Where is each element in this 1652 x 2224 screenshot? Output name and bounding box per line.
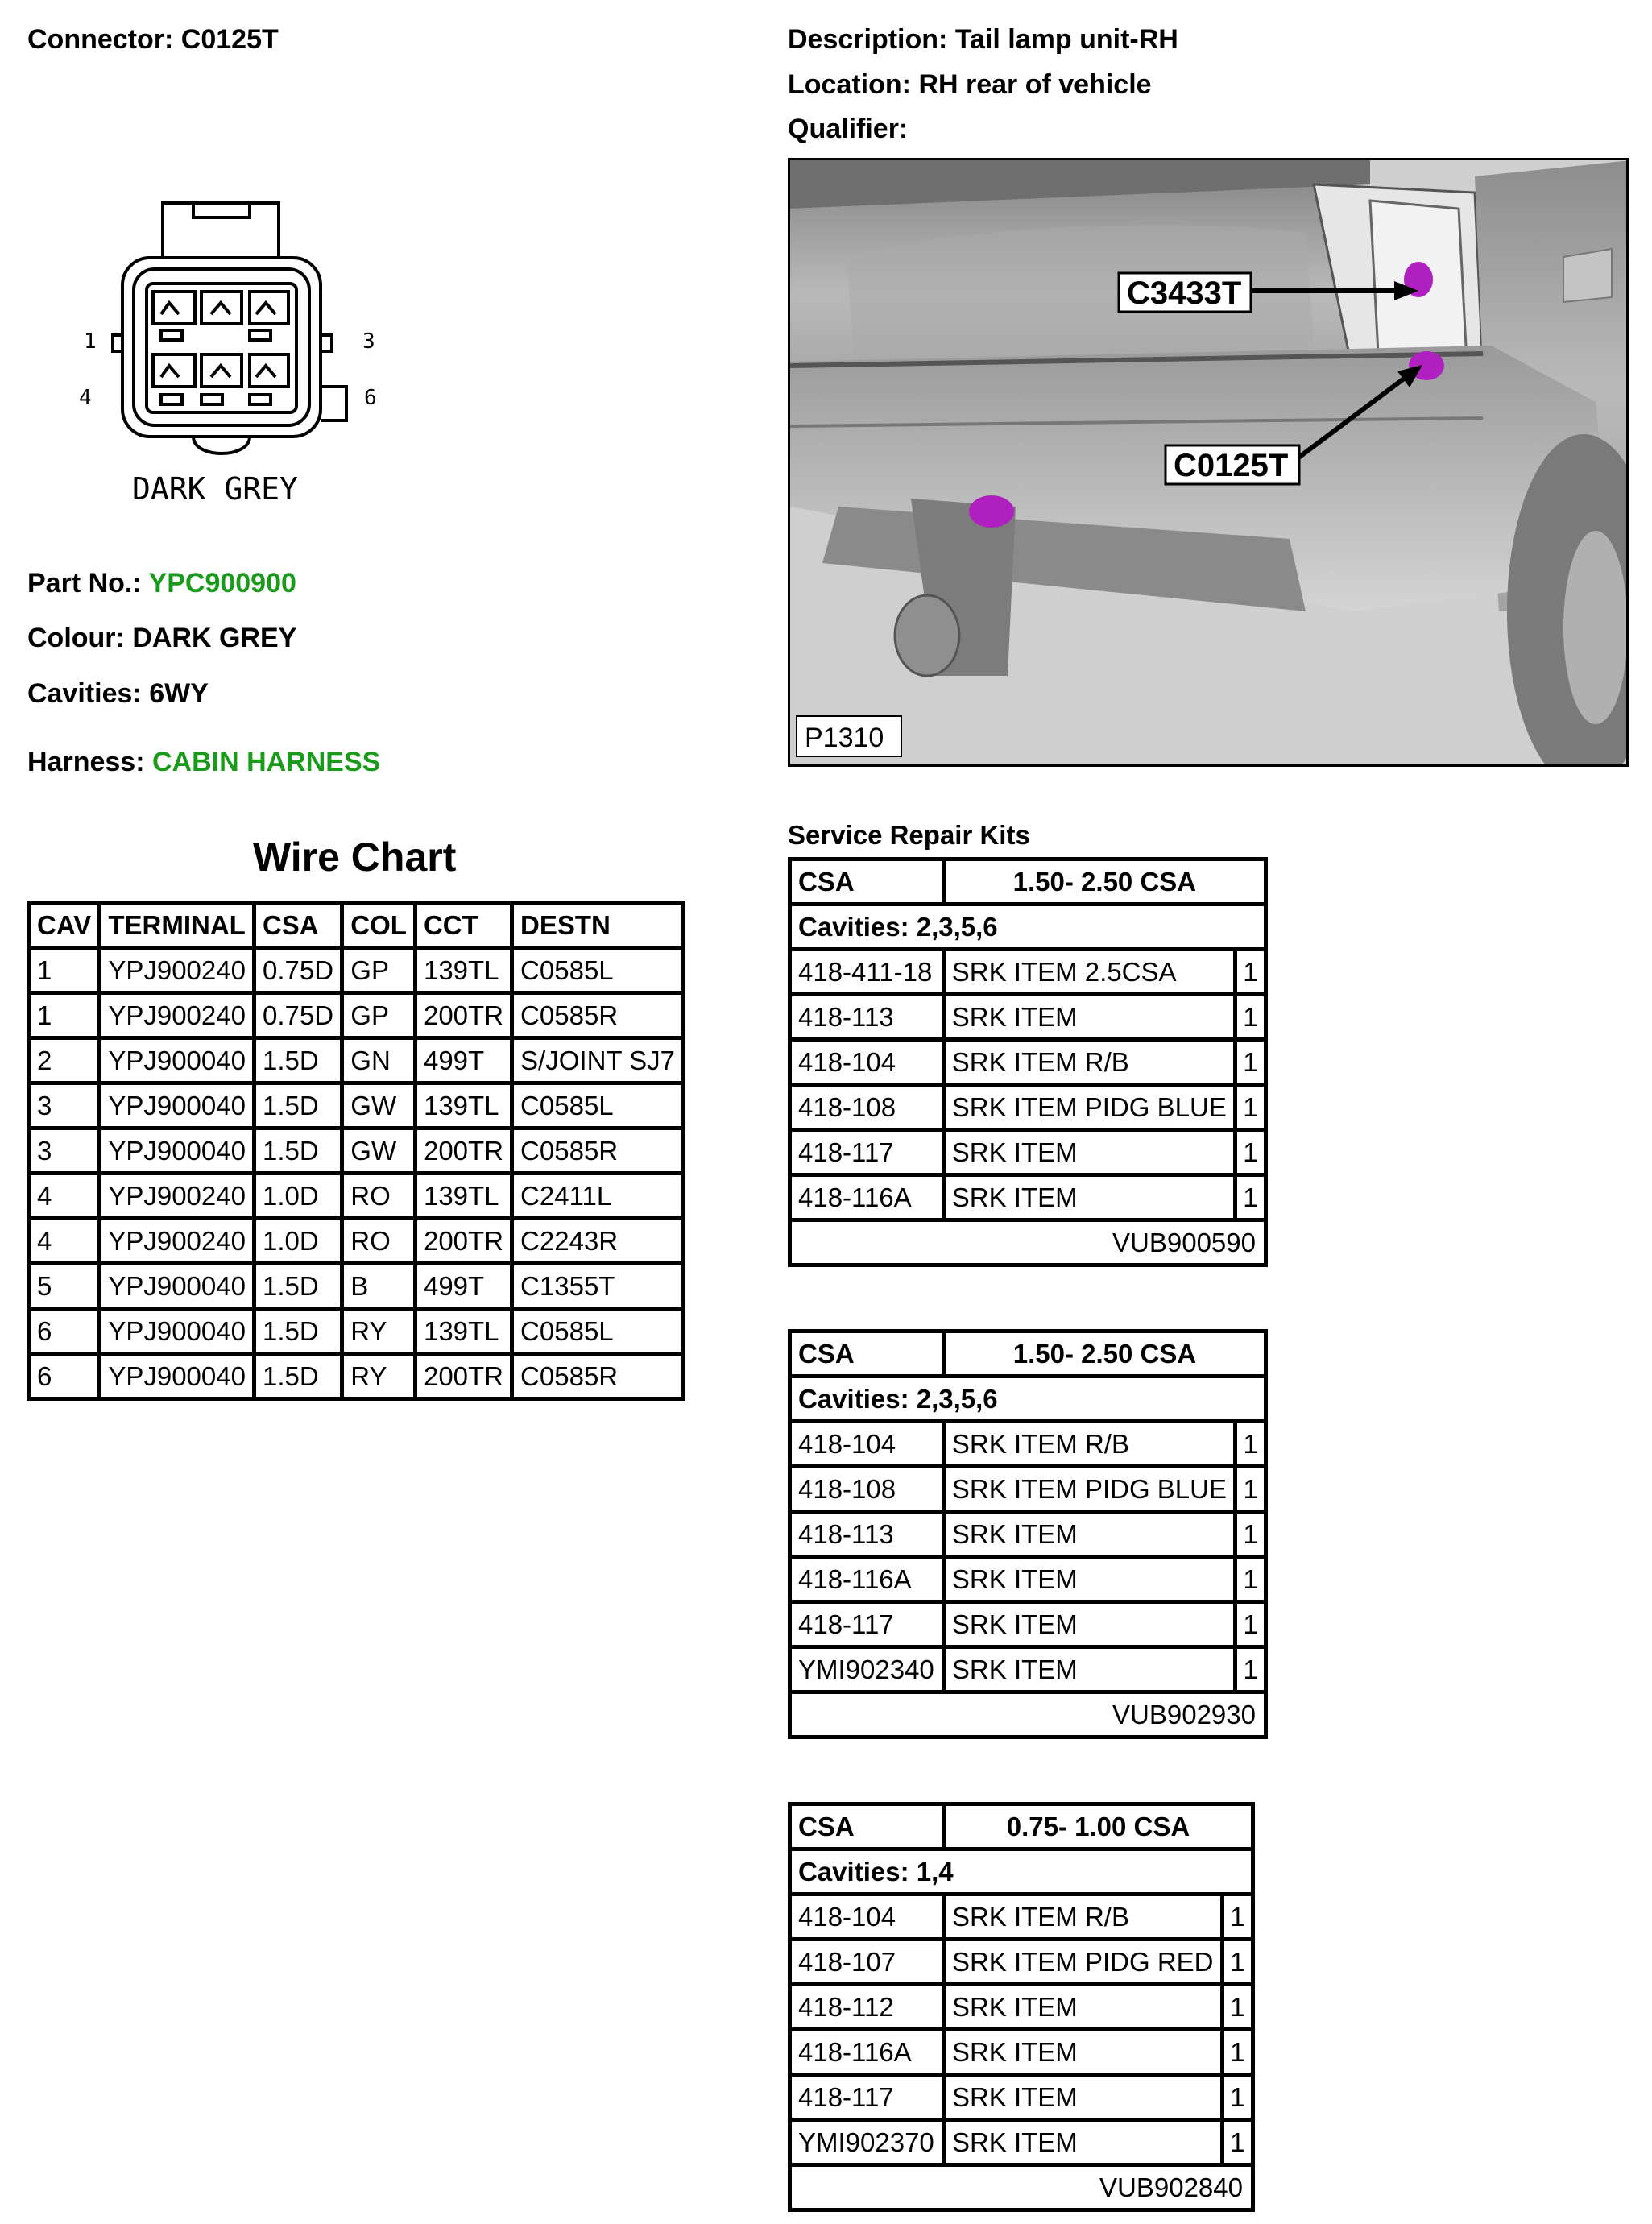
wire-chart-header-terminal: TERMINAL (101, 905, 252, 946)
kit-csa-range: 0.75- 1.00 CSA (946, 1806, 1251, 1847)
wire-chart-header-csa: CSA (256, 905, 340, 946)
table-row (792, 1514, 1264, 1555)
wire-chart-cell-cct: 139TL (417, 1085, 510, 1126)
kit-item-desc: SRK ITEM (946, 1604, 1233, 1645)
wire-chart-cell-cav: 4 (31, 1220, 97, 1261)
wire-chart-cell-col: RY (344, 1356, 413, 1397)
kit-item-desc: SRK ITEM PIDG RED (946, 1941, 1220, 1982)
table-row (792, 1042, 1264, 1083)
harness-row (27, 747, 380, 778)
table-row (792, 951, 1264, 992)
table-row (31, 1175, 681, 1216)
table-row (792, 1986, 1251, 2027)
connector-face-diagram (72, 193, 395, 516)
kit-item-part: 418-104 (792, 1896, 942, 1937)
wire-chart-cell-cct: 499T (417, 1265, 510, 1307)
kit-header-row (792, 1806, 1251, 1847)
kit-item-desc: SRK ITEM (946, 1986, 1220, 2027)
kit-number: VUB902930 (792, 1694, 1264, 1735)
wire-chart-cell-cct: 200TR (417, 1356, 510, 1397)
kit-item-qty: 1 (1237, 1514, 1264, 1555)
kit-item-qty: 1 (1224, 1986, 1252, 2027)
wire-chart-cell-cav: 4 (31, 1175, 97, 1216)
kit-item-part: YMI902370 (792, 2122, 942, 2163)
table-row (792, 1559, 1264, 1600)
table-row (792, 1132, 1264, 1173)
kit-item-qty: 1 (1237, 1604, 1264, 1645)
wire-chart-cell-destn: C0585R (514, 1356, 681, 1397)
kit-item-part: 418-116A (792, 1559, 942, 1600)
harness-label: Harness: (27, 747, 145, 777)
wire-chart-cell-cav: 1 (31, 950, 97, 991)
kit-item-qty: 1 (1224, 1941, 1252, 1982)
kit-item-desc: SRK ITEM (946, 996, 1233, 1037)
kit-footer-row (792, 1222, 1264, 1263)
kit-csa-label: CSA (792, 1806, 942, 1847)
wire-chart-cell-terminal: YPJ900040 (101, 1040, 252, 1081)
part-no-label: Part No.: (27, 568, 142, 598)
kit-item-part: 418-108 (792, 1468, 942, 1510)
kit-cavities-row (792, 906, 1264, 947)
table-row (792, 996, 1264, 1037)
kit-csa-range: 1.50- 2.50 CSA (946, 861, 1264, 902)
table-row (792, 1941, 1251, 1982)
qualifier-label: Qualifier: (788, 114, 909, 144)
table-row (792, 2077, 1251, 2118)
wire-chart-cell-col: RO (344, 1175, 413, 1216)
wire-chart-cell-cct: 200TR (417, 1130, 510, 1171)
wire-chart-cell-destn: S/JOINT SJ7 (514, 1040, 681, 1081)
kit-item-part: 418-117 (792, 2077, 942, 2118)
table-row (792, 1087, 1264, 1128)
table-row (31, 995, 681, 1036)
wire-chart-cell-csa: 0.75D (256, 950, 340, 991)
wire-chart-cell-destn: C2411L (514, 1175, 681, 1216)
kit-item-qty: 1 (1237, 1087, 1264, 1128)
wire-chart-cell-cav: 2 (31, 1040, 97, 1081)
kit-item-desc: SRK ITEM (946, 1559, 1233, 1600)
wire-chart-cell-cav: 5 (31, 1265, 97, 1307)
table-row (31, 1130, 681, 1171)
repair-kit-table-1 (788, 857, 1268, 1267)
wire-chart-cell-cav: 6 (31, 1311, 97, 1352)
repair-kit-table-3 (788, 1802, 1255, 2212)
kit-item-qty: 1 (1224, 2031, 1252, 2073)
wire-chart-cell-cav: 3 (31, 1130, 97, 1171)
wire-chart-cell-cct: 139TL (417, 1175, 510, 1216)
kit-item-part: 418-116A (792, 1177, 942, 1218)
kit-item-part: 418-108 (792, 1087, 942, 1128)
kit-number: VUB902840 (792, 2167, 1251, 2208)
callout-c0125t: C0125T (1174, 448, 1289, 483)
kit-item-desc: SRK ITEM R/B (946, 1423, 1233, 1464)
table-row (31, 1040, 681, 1081)
wire-chart-cell-terminal: YPJ900240 (101, 950, 252, 991)
kit-item-desc: SRK ITEM R/B (946, 1042, 1233, 1083)
table-row (792, 1896, 1251, 1937)
kit-footer-row (792, 2167, 1251, 2208)
description-heading (788, 24, 1178, 56)
wire-chart-cell-terminal: YPJ900040 (101, 1265, 252, 1307)
kit-item-qty: 1 (1237, 1649, 1264, 1690)
kit-cavities-row (792, 1378, 1264, 1419)
colour-label: Colour: (27, 623, 125, 653)
kit-item-qty: 1 (1224, 1896, 1252, 1937)
cavities-value: 6WY (149, 678, 209, 709)
kit-item-part: 418-411-18 (792, 951, 942, 992)
kit-item-qty: 1 (1237, 1042, 1264, 1083)
wire-chart-cell-csa: 1.0D (256, 1175, 340, 1216)
kit-cavities: Cavities: 2,3,5,6 (792, 906, 1264, 947)
kit-item-part: 418-117 (792, 1604, 942, 1645)
kit-item-part: 418-104 (792, 1042, 942, 1083)
cavities-label: Cavities: (27, 678, 142, 709)
location-photo (788, 158, 1629, 767)
colour-row (27, 623, 296, 654)
wire-chart-cell-terminal: YPJ900040 (101, 1311, 252, 1352)
wire-chart-cell-csa: 0.75D (256, 995, 340, 1036)
kit-item-qty: 1 (1224, 2122, 1252, 2163)
kit-cavities: Cavities: 1,4 (792, 1851, 1251, 1892)
wire-chart-cell-terminal: YPJ900040 (101, 1356, 252, 1397)
repair-kit-table-2 (788, 1329, 1268, 1739)
table-row (792, 1604, 1264, 1645)
kit-header-row (792, 1333, 1264, 1374)
wire-chart-cell-destn: C0585L (514, 1311, 681, 1352)
table-row (31, 1220, 681, 1261)
part-no-row (27, 568, 296, 599)
wire-chart-cell-col: GN (344, 1040, 413, 1081)
kit-csa-label: CSA (792, 1333, 942, 1374)
wire-chart-cell-col: B (344, 1265, 413, 1307)
wire-chart-header-row (31, 905, 681, 946)
kit-cavities-row (792, 1851, 1251, 1892)
table-row (792, 1468, 1264, 1510)
kit-item-qty: 1 (1237, 1468, 1264, 1510)
table-row (31, 1311, 681, 1352)
kit-item-part: 418-113 (792, 996, 942, 1037)
location-value: RH rear of vehicle (918, 69, 1152, 100)
wire-chart-cell-csa: 1.5D (256, 1130, 340, 1171)
wire-chart-cell-col: GW (344, 1085, 413, 1126)
kit-item-desc: SRK ITEM R/B (946, 1896, 1220, 1937)
wire-chart-header-cct: CCT (417, 905, 510, 946)
kit-item-part: 418-107 (792, 1941, 942, 1982)
pin-3-label: 3 (362, 329, 375, 354)
kit-item-part: 418-117 (792, 1132, 942, 1173)
wire-chart-cell-terminal: YPJ900240 (101, 1220, 252, 1261)
wire-chart-cell-col: GW (344, 1130, 413, 1171)
wire-chart-cell-csa: 1.5D (256, 1356, 340, 1397)
kit-item-desc: SRK ITEM PIDG BLUE (946, 1087, 1233, 1128)
kit-item-desc: SRK ITEM (946, 1177, 1233, 1218)
colour-value: DARK GREY (132, 623, 297, 653)
wire-chart-cell-cct: 200TR (417, 1220, 510, 1261)
pin-4-label: 4 (79, 386, 92, 410)
wire-chart-cell-terminal: YPJ900240 (101, 995, 252, 1036)
connector-heading (27, 24, 279, 56)
kit-item-desc: SRK ITEM PIDG BLUE (946, 1468, 1233, 1510)
kit-item-part: 418-104 (792, 1423, 942, 1464)
table-row (792, 1177, 1264, 1218)
wire-chart-title: Wire Chart (253, 835, 457, 880)
wire-chart-cell-destn: C1355T (514, 1265, 681, 1307)
wire-chart-cell-col: RY (344, 1311, 413, 1352)
kit-item-qty: 1 (1224, 2077, 1252, 2118)
wire-chart-cell-csa: 1.5D (256, 1040, 340, 1081)
pin-1-label: 1 (84, 329, 97, 354)
wire-chart-cell-csa: 1.5D (256, 1265, 340, 1307)
photo-ref-label: P1310 (805, 723, 884, 753)
location-heading (788, 69, 1152, 101)
wire-chart-cell-destn: C0585R (514, 995, 681, 1036)
cavities-row (27, 678, 209, 710)
kit-item-qty: 1 (1237, 1132, 1264, 1173)
kit-csa-label: CSA (792, 861, 942, 902)
wire-chart-cell-terminal: YPJ900240 (101, 1175, 252, 1216)
kit-csa-range: 1.50- 2.50 CSA (946, 1333, 1264, 1374)
kit-item-part: YMI902340 (792, 1649, 942, 1690)
location-label: Location: (788, 69, 911, 100)
connector-value: C0125T (180, 24, 279, 55)
kit-number: VUB900590 (792, 1222, 1264, 1263)
kit-item-qty: 1 (1237, 1177, 1264, 1218)
wire-chart-cell-cct: 200TR (417, 995, 510, 1036)
wire-chart-cell-cav: 1 (31, 995, 97, 1036)
wire-chart-cell-destn: C0585L (514, 950, 681, 991)
qualifier-heading (788, 114, 908, 145)
wire-chart-cell-terminal: YPJ900040 (101, 1085, 252, 1126)
kit-item-qty: 1 (1237, 1559, 1264, 1600)
service-repair-kits-title: Service Repair Kits (788, 820, 1030, 850)
kit-item-qty: 1 (1237, 951, 1264, 992)
vehicle-rear-illustration (790, 160, 1629, 767)
wire-chart-cell-terminal: YPJ900040 (101, 1130, 252, 1171)
kit-item-part: 418-113 (792, 1514, 942, 1555)
kit-cavities: Cavities: 2,3,5,6 (792, 1378, 1264, 1419)
wire-chart-cell-cct: 139TL (417, 1311, 510, 1352)
wire-chart-cell-destn: C0585R (514, 1130, 681, 1171)
part-no-link[interactable]: YPC900900 (148, 568, 296, 598)
table-row (31, 1265, 681, 1307)
pin-6-label: 6 (364, 386, 377, 410)
harness-link[interactable]: CABIN HARNESS (151, 747, 381, 777)
description-value: Tail lamp unit-RH (954, 24, 1178, 55)
kit-item-part: 418-112 (792, 1986, 942, 2027)
wire-chart-cell-col: RO (344, 1220, 413, 1261)
kit-item-desc: SRK ITEM (946, 1649, 1233, 1690)
kit-item-part: 418-116A (792, 2031, 942, 2073)
wire-chart-cell-destn: C2243R (514, 1220, 681, 1261)
kit-item-desc: SRK ITEM (946, 1132, 1233, 1173)
kit-header-row (792, 861, 1264, 902)
kit-item-qty: 1 (1237, 1423, 1264, 1464)
wire-chart-cell-cav: 6 (31, 1356, 97, 1397)
wire-chart-cell-col: GP (344, 995, 413, 1036)
wire-chart-cell-destn: C0585L (514, 1085, 681, 1126)
table-row (31, 950, 681, 991)
connector-label: Connector: (27, 24, 174, 55)
table-row (792, 2031, 1251, 2073)
wire-chart-cell-col: GP (344, 950, 413, 991)
kit-footer-row (792, 1694, 1264, 1735)
wire-chart-cell-cct: 139TL (417, 950, 510, 991)
kit-item-qty: 1 (1237, 996, 1264, 1037)
wire-chart-cell-csa: 1.5D (256, 1311, 340, 1352)
wire-chart-header-col: COL (344, 905, 413, 946)
kit-item-desc: SRK ITEM (946, 2031, 1220, 2073)
description-label: Description: (788, 24, 948, 55)
wire-chart-cell-cav: 3 (31, 1085, 97, 1126)
diagram-colour-label: DARK GREY (132, 471, 298, 507)
table-row (792, 2122, 1251, 2163)
kit-item-desc: SRK ITEM (946, 1514, 1233, 1555)
table-row (792, 1649, 1264, 1690)
wire-chart-header-destn: DESTN (514, 905, 681, 946)
wire-chart-cell-cct: 499T (417, 1040, 510, 1081)
kit-item-desc: SRK ITEM 2.5CSA (946, 951, 1233, 992)
kit-item-desc: SRK ITEM (946, 2077, 1220, 2118)
table-row (31, 1085, 681, 1126)
table-row (31, 1356, 681, 1397)
wire-chart-cell-csa: 1.5D (256, 1085, 340, 1126)
kit-item-desc: SRK ITEM (946, 2122, 1220, 2163)
callout-c3433t: C3433T (1127, 275, 1242, 311)
table-row (792, 1423, 1264, 1464)
wire-chart-table (27, 901, 685, 1401)
wire-chart-cell-csa: 1.0D (256, 1220, 340, 1261)
wire-chart-header-cav: CAV (31, 905, 97, 946)
